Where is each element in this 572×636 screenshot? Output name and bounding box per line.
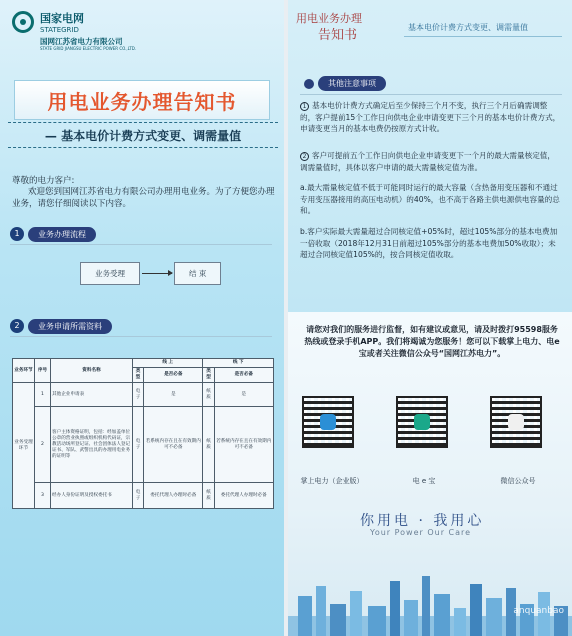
table-header-row [13, 359, 274, 368]
table-cell: 其他企业申请表 [51, 383, 133, 407]
notice-text: 基本电价计费方式确定后至少保持三个月不变，执行三个月后确需调整的，客户提前15个工作日向供电企业申请变更下三个月的基本电价计费方式，申请变更当月的基本电费仍按原方式计收。 [300, 101, 561, 133]
state-grid-emblem-icon [12, 11, 34, 33]
subtitle-bar [8, 122, 278, 148]
qr-code-icon [302, 396, 354, 448]
table-cell: 客户主体资格证明，包括：经加盖单位公章的营业执照或组织机构代码证，宗教活动场所登记证、社会团体法人登记证书、军队、武警出具的办理用电业务的证明等 [51, 407, 133, 483]
divider [10, 244, 272, 245]
notice-item-3b: b.客户实际最大需量超过合同核定值+05%时，超过105%部分的基本电费加一倍收取（2018年12月31日前超过105%部分的基本电费加50%收取）；未超过合同核定值105%的，按合同核定值收取。 [300, 227, 558, 259]
state-grid-logo [12, 10, 84, 34]
qr-code-icon [490, 396, 542, 448]
table-cell: 业务受理环节 [13, 383, 35, 509]
qr-label: 掌上电力（企业版） [300, 477, 364, 485]
page-title: 用电业务办理告知书 [47, 89, 237, 114]
page-subtitle: — 基本电价计费方式变更、调需量值 [44, 128, 242, 143]
company-name-en: STATE GRID JIANGSU ELECTRIC POWER CO.,LTD. [40, 46, 137, 51]
table-row [13, 407, 274, 483]
qr-code-icon [396, 396, 448, 448]
slogan-en: Your Power Our Care [370, 528, 472, 537]
logo-en: STATEGRID [40, 26, 79, 34]
notice-label: 其他注意事项 [318, 76, 386, 91]
table-cell: 2 [35, 407, 51, 483]
table-cell: 委托代理人办理时必备 [144, 483, 203, 509]
table-cell: 委托代理人办理时必备 [214, 483, 273, 509]
section-materials-header [10, 318, 112, 334]
table-header: 线 上 [133, 359, 203, 368]
title-banner [14, 80, 270, 120]
divider [300, 94, 562, 95]
watermark: anquanbao [513, 606, 564, 616]
divider [404, 36, 562, 37]
process-flow [80, 262, 221, 285]
company-name: 国网江苏省电力有限公司 [40, 37, 123, 46]
table-row [13, 383, 274, 407]
section-number: 1 [10, 227, 24, 241]
table-cell: 若系统内存在且在有效期内可不必备 [144, 407, 203, 483]
header-logo-script: 告知书 [318, 28, 358, 43]
table-cell: 纸质 [203, 483, 214, 509]
table-cell: 纸质 [203, 383, 214, 407]
flow-step: 结 束 [174, 262, 221, 285]
section-process-header [10, 226, 96, 242]
table-header: 是否必备 [144, 368, 203, 383]
table-cell: 电子 [133, 383, 144, 407]
greeting: 尊敬的电力客户: [12, 176, 75, 186]
table-cell: 若系统内存在且在有效期内可不必备 [214, 407, 273, 483]
bullet-icon [304, 79, 314, 89]
right-page [288, 0, 572, 636]
notice-text: 客户可提前五个工作日向供电企业申请变更下一个月的最大需量核定值，调需量值时，具体以客户申请的最大需量核定值为准。 [300, 151, 555, 172]
table-row [13, 483, 274, 509]
circled-number-icon: 1 [300, 102, 309, 111]
table-header: 类型 [203, 368, 214, 383]
service-text: 请您对我们的服务进行监督，如有建议或意见，请及时拨打95598服务热线或登录手机APP。我们将竭诚为您服务！您可以下载掌上电力、电e宝或者关注微信公众号“国网江苏电力”。 [304, 325, 560, 358]
arrow-right-icon [142, 273, 172, 274]
qr-label: 微信公众号 [500, 477, 536, 485]
notice-item-3a: a.最大需量核定值不低于可能同时运行的最大容量（含热备用变压器和不通过专用变压器接用的高压电动机）的40%，也不高于各路主供电源供电容量的总和。 [300, 183, 560, 215]
table-cell: 3 [35, 483, 51, 509]
notice-item-1 [300, 100, 562, 135]
table-header: 类型 [133, 368, 144, 383]
qr-label: 电 e 宝 [412, 477, 436, 485]
notice-item-2 [300, 150, 562, 173]
table-cell: 纸质 [203, 407, 214, 483]
table-cell: 1 [35, 383, 51, 407]
notice-header [304, 76, 386, 91]
circled-number-icon: 2 [300, 152, 309, 161]
section-label: 业务办理流程 [28, 227, 96, 242]
table-header: 线 下 [203, 359, 274, 368]
table-header: 资料名称 [51, 359, 133, 383]
header-subtitle: 基本电价计费方式变更、调需量值 [408, 23, 528, 32]
materials-table [12, 358, 274, 509]
left-page [0, 0, 284, 636]
flow-step: 业务受理 [80, 262, 140, 285]
divider [10, 336, 272, 337]
logo-cn: 国家电网 [40, 12, 84, 25]
table-header: 是否必备 [214, 368, 273, 383]
table-header: 业务环节 [13, 359, 35, 383]
table-header: 序号 [35, 359, 51, 383]
intro-text: 欢迎您到国网江苏省电力有限公司办理用电业务。为了方便您办理业务，请您仔细阅读以下内容。 [12, 187, 275, 209]
table-cell: 是 [144, 383, 203, 407]
section-label: 业务申请所需资料 [28, 319, 112, 334]
table-cell: 经办人身份证明及授权委托书 [51, 483, 133, 509]
table-cell: 电子 [133, 483, 144, 509]
slogan: 你用电 · 我用心 [360, 513, 485, 529]
city-skyline-icon [288, 566, 572, 636]
table-cell: 电子 [133, 407, 144, 483]
table-cell: 是 [214, 383, 273, 407]
header-logo-text: 用电业务办理 [296, 12, 362, 25]
section-number: 2 [10, 319, 24, 333]
